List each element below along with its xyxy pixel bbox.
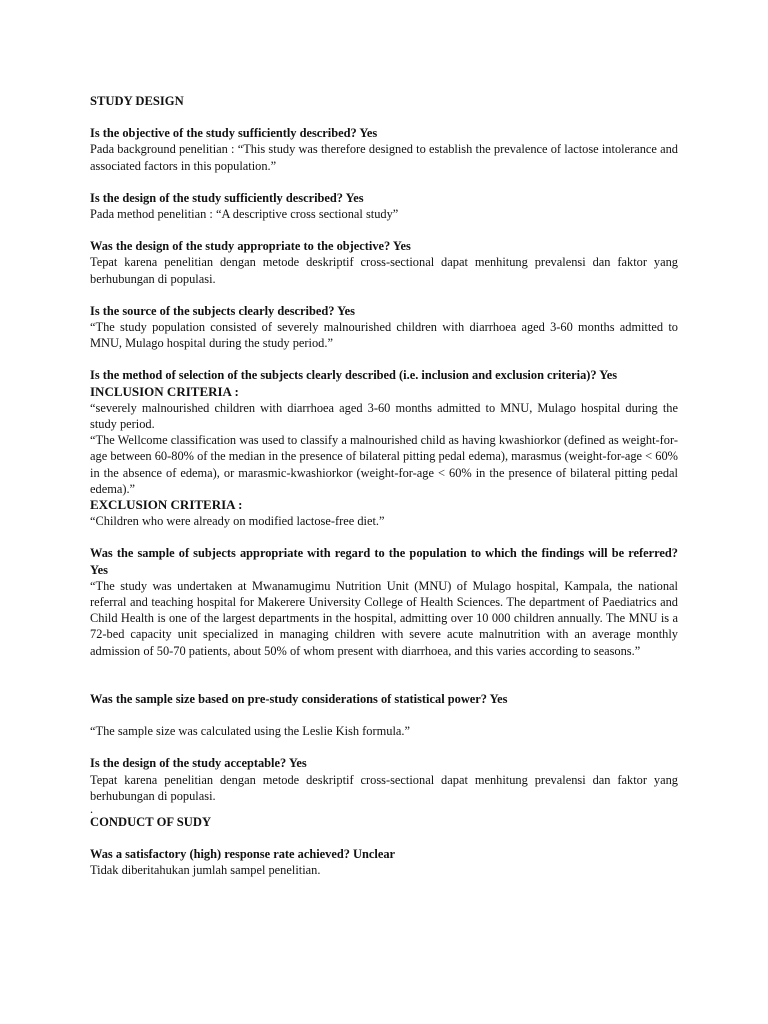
question-response-rate: Was a satisfactory (high) response rate achieved? Unclear xyxy=(90,847,396,862)
answer-sample-size: “The sample size was calculated using the Leslie Kish formula.” xyxy=(90,724,410,739)
answer-source-subjects: “The study population consisted of severely malnourished children with diarrhoea aged 3-60 months admitted to MNU, Mulago hospital during the study period.” xyxy=(90,320,678,351)
question-design-appropriate: Was the design of the study appropriate to the objective? Yes xyxy=(90,239,411,254)
question-sample-size: Was the sample size based on pre-study considerations of statistical power? Yes xyxy=(90,691,508,706)
inclusion-criteria-text-1: “severely malnourished children with diarrhoea aged 3-60 months admitted to MNU, Mulago hospital during the study period. xyxy=(90,400,678,432)
answer-objective: Pada background penelitian : “This study was therefore designed to establish the prevalence of lactose intolerance and associated factors in this population.” xyxy=(90,142,678,173)
answer-design-appropriate: Tepat karena penelitian dengan metode deskriptif cross-sectional dapat menhitung prevalensi dan faktor yang berhubungan di populasi. xyxy=(90,255,678,286)
question-selection-method: Is the method of selection of the subjects clearly described (i.e. inclusion and exclusion criteria)? Yes xyxy=(90,368,618,383)
question-objective: Is the objective of the study sufficiently described? Yes xyxy=(90,126,378,141)
answer-response-rate: Tidak diberitahukan jumlah sampel penelitian. xyxy=(90,863,321,878)
answer-design-described: Pada method penelitian : “A descriptive cross sectional study” xyxy=(90,207,399,222)
exclusion-criteria-title: EXCLUSION CRITERIA : xyxy=(90,497,243,513)
exclusion-criteria-text: “Children who were already on modified lactose-free diet.” xyxy=(90,514,385,529)
question-source-subjects: Is the source of the subjects clearly described? Yes xyxy=(90,303,355,318)
trailing-mark: . xyxy=(90,801,94,816)
question-design-acceptable: Is the design of the study acceptable? Yes xyxy=(90,756,307,771)
section-title-study-design: STUDY DESIGN xyxy=(90,94,184,108)
inclusion-criteria-text-2: “The Wellcome classification was used to classify a malnourished child as having kwashiorkor (defined as weight-for-age between 60-80% of the median in the presence of bilateral pitting pedal edema), marasmus (weight-for-age < 60% in the absence of edema), or marasmic-kwashiorkor (weight-for-age < 60% in the presence of bilateral pitting pedal edema).” xyxy=(90,433,678,496)
inclusion-criteria-title: INCLUSION CRITERIA : xyxy=(90,383,239,399)
document-body xyxy=(90,93,678,879)
section-title-conduct: CONDUCT OF SUDY xyxy=(90,814,212,829)
answer-design-acceptable: Tepat karena penelitian dengan metode deskriptif cross-sectional dapat menhitung prevalensi dan faktor yang berhubungan di populasi. xyxy=(90,772,678,803)
question-design-described: Is the design of the study sufficiently described? Yes xyxy=(90,190,364,205)
answer-sample-appropriate: “The study was undertaken at Mwanamugimu Nutrition Unit (MNU) of Mulago hospital, Kampala, the national referral and teaching hospital for Makerere University College of Health Sciences. The department of Paediatrics and Child Health is one of the largest departments in the hospital, admitting over 10 000 children annually. The MNU is a 72-bed capacity unit specialized in managing children with severe acute malnutrition with an average monthly admission of 50-70 patients, about 50% of whom present with diarrhoea, and this varies according to seasons.” xyxy=(90,578,678,658)
question-sample-appropriate: Was the sample of subjects appropriate with regard to the population to which the findings will be referred? Yes xyxy=(90,546,678,577)
